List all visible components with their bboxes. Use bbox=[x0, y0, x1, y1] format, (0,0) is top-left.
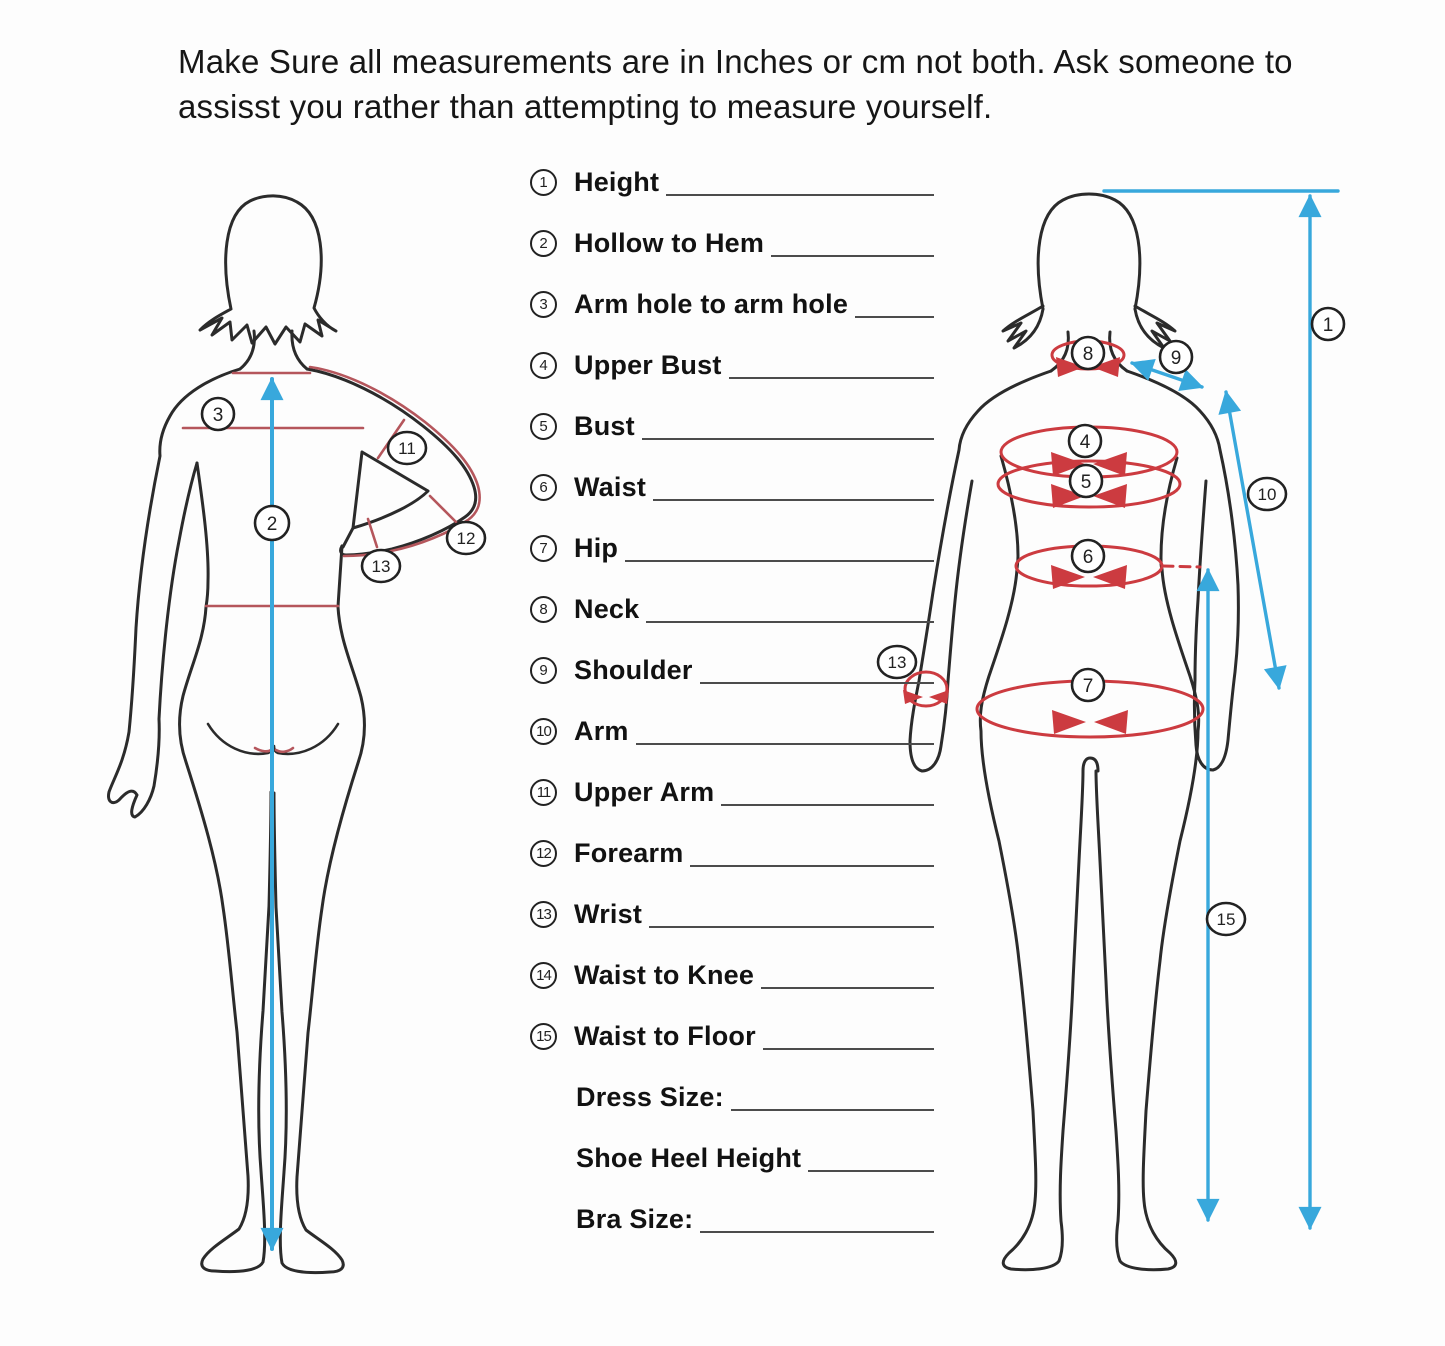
measurement-row-arm bbox=[530, 701, 934, 762]
hollow-to-hem-blank-line[interactable] bbox=[771, 231, 934, 257]
shoe-heel-height-blank-line[interactable] bbox=[808, 1146, 934, 1172]
marker-8 bbox=[1072, 337, 1104, 369]
field-label: Dress Size: bbox=[576, 1082, 724, 1112]
measurement-label: Height bbox=[574, 167, 660, 197]
measurement-label: Forearm bbox=[574, 838, 684, 868]
svg-text:7: 7 bbox=[1082, 676, 1094, 697]
number-badge: 6 bbox=[530, 474, 557, 501]
svg-text:3: 3 bbox=[212, 405, 224, 426]
marker-1 bbox=[1312, 308, 1344, 340]
number-badge: 3 bbox=[530, 291, 557, 318]
dress-size-blank-line[interactable] bbox=[731, 1085, 934, 1111]
number-badge: 1 bbox=[530, 169, 557, 196]
svg-text:6: 6 bbox=[1082, 547, 1094, 568]
back-left-arm bbox=[109, 369, 240, 817]
measurement-label: Arm bbox=[574, 716, 629, 746]
bust-blank-line[interactable] bbox=[642, 414, 934, 440]
number-badge: 2 bbox=[530, 230, 557, 257]
measurement-row-upper-bust bbox=[530, 335, 934, 396]
marker-6 bbox=[1072, 540, 1104, 572]
measurement-label: Shoulder bbox=[574, 655, 693, 685]
measurement-row-bust bbox=[530, 396, 934, 457]
front-blue-arrows bbox=[1104, 191, 1338, 1228]
number-badge: 8 bbox=[530, 596, 557, 623]
measurement-row-forearm bbox=[530, 823, 934, 884]
svg-text:13: 13 bbox=[887, 653, 907, 672]
back-view-figure bbox=[109, 196, 485, 1273]
upper-bust-blank-line[interactable] bbox=[729, 353, 934, 379]
front-crotch-line bbox=[1083, 758, 1098, 771]
measurement-row-hollow-to-hem bbox=[530, 213, 934, 274]
neck-blank-line[interactable] bbox=[646, 597, 934, 623]
measurement-label: Hip bbox=[574, 533, 619, 563]
number-badge: 9 bbox=[530, 657, 557, 684]
field-row-bra-size bbox=[530, 1189, 934, 1250]
marker-7 bbox=[1072, 669, 1104, 701]
svg-text:4: 4 bbox=[1079, 432, 1091, 453]
svg-text:9: 9 bbox=[1170, 348, 1182, 369]
shoulder-blank-line[interactable] bbox=[700, 658, 934, 684]
back-head-outline bbox=[200, 196, 336, 344]
armhole-blank-line[interactable] bbox=[855, 292, 934, 318]
height-blank-line[interactable] bbox=[666, 170, 934, 196]
number-badge: 11 bbox=[530, 779, 557, 806]
back-bent-arm-inner bbox=[343, 452, 428, 547]
front-hair-left bbox=[1003, 306, 1043, 348]
svg-text:12: 12 bbox=[456, 529, 476, 548]
measurement-row-waist bbox=[530, 457, 934, 518]
waist-to-knee-blank-line[interactable] bbox=[761, 963, 934, 989]
measurement-row-shoulder bbox=[530, 640, 934, 701]
measurement-label: Upper Bust bbox=[574, 350, 722, 380]
svg-text:2: 2 bbox=[266, 514, 278, 535]
measurement-row-height bbox=[530, 152, 934, 213]
measurement-label: Hollow to Hem bbox=[574, 228, 765, 258]
field-row-shoe-heel-height bbox=[530, 1128, 934, 1189]
forearm-red-line bbox=[430, 496, 456, 522]
front-right-arm bbox=[1127, 371, 1238, 770]
marker-2 bbox=[255, 506, 289, 540]
measurement-label: Waist to Floor bbox=[574, 1021, 756, 1051]
hip-arrows bbox=[1052, 710, 1086, 734]
back-right-body bbox=[274, 546, 365, 1273]
waist-blank-line[interactable] bbox=[653, 475, 934, 501]
measurement-label: Waist to Knee bbox=[574, 960, 755, 990]
number-badge: 10 bbox=[530, 718, 557, 745]
upper-arm-blank-line[interactable] bbox=[721, 780, 934, 806]
back-left-body bbox=[179, 463, 271, 1272]
measurement-label: Bust bbox=[574, 411, 635, 441]
waist-dashed-line bbox=[1163, 566, 1200, 567]
svg-text:10: 10 bbox=[1257, 485, 1277, 504]
svg-text:11: 11 bbox=[398, 439, 416, 458]
measurement-label: Waist bbox=[574, 472, 647, 502]
marker-9 bbox=[1160, 341, 1192, 373]
measurement-label: Neck bbox=[574, 594, 640, 624]
hip-arrows bbox=[1094, 710, 1128, 734]
number-badge: 14 bbox=[530, 962, 557, 989]
instruction-text: Make Sure all measurements are in Inches or cm not both. Ask someone to assisst you rather than attempting to measure yourself. bbox=[178, 43, 1293, 125]
svg-text:1: 1 bbox=[1322, 315, 1334, 336]
number-badge: 13 bbox=[530, 901, 557, 928]
front-head-outline bbox=[1038, 194, 1140, 309]
measurement-row-upper-arm bbox=[530, 762, 934, 823]
svg-text:13: 13 bbox=[371, 557, 391, 576]
waist-to-floor-blank-line[interactable] bbox=[763, 1024, 934, 1050]
measurement-row-waist-to-knee bbox=[530, 945, 934, 1006]
number-badge: 5 bbox=[530, 413, 557, 440]
marker-10 bbox=[1248, 478, 1286, 510]
svg-text:5: 5 bbox=[1080, 472, 1092, 493]
arm-blank-line[interactable] bbox=[636, 719, 934, 745]
marker-15 bbox=[1207, 903, 1245, 935]
marker-13 bbox=[362, 550, 400, 582]
measurement-label: Upper Arm bbox=[574, 777, 715, 807]
number-badge: 15 bbox=[530, 1023, 557, 1050]
bra-size-blank-line[interactable] bbox=[700, 1207, 934, 1233]
front-markers bbox=[878, 308, 1344, 935]
field-label: Bra Size: bbox=[576, 1204, 694, 1234]
measurement-row-hip bbox=[530, 518, 934, 579]
svg-text:8: 8 bbox=[1082, 344, 1094, 365]
hip-blank-line[interactable] bbox=[625, 536, 934, 562]
forearm-blank-line[interactable] bbox=[690, 841, 934, 867]
marker-12 bbox=[447, 522, 485, 554]
number-badge: 4 bbox=[530, 352, 557, 379]
wrist-red-line bbox=[368, 519, 377, 547]
measurement-label: Arm hole to arm hole bbox=[574, 289, 849, 319]
wrist-blank-line[interactable] bbox=[649, 902, 934, 928]
marker-4 bbox=[1069, 425, 1101, 457]
number-badge: 12 bbox=[530, 840, 557, 867]
marker-11 bbox=[388, 432, 426, 464]
measurement-row-armhole bbox=[530, 274, 934, 335]
measurement-list bbox=[530, 152, 934, 1250]
front-view-figure bbox=[878, 191, 1344, 1270]
svg-text:15: 15 bbox=[1216, 910, 1236, 929]
measurement-label: Wrist bbox=[574, 899, 643, 929]
marker-3 bbox=[202, 398, 234, 430]
marker-5 bbox=[1070, 465, 1102, 497]
field-row-dress-size bbox=[530, 1067, 934, 1128]
measurement-row-neck bbox=[530, 579, 934, 640]
field-label: Shoe Heel Height bbox=[576, 1143, 802, 1173]
measurement-row-wrist bbox=[530, 884, 934, 945]
number-badge: 7 bbox=[530, 535, 557, 562]
measurement-row-waist-to-floor bbox=[530, 1006, 934, 1067]
